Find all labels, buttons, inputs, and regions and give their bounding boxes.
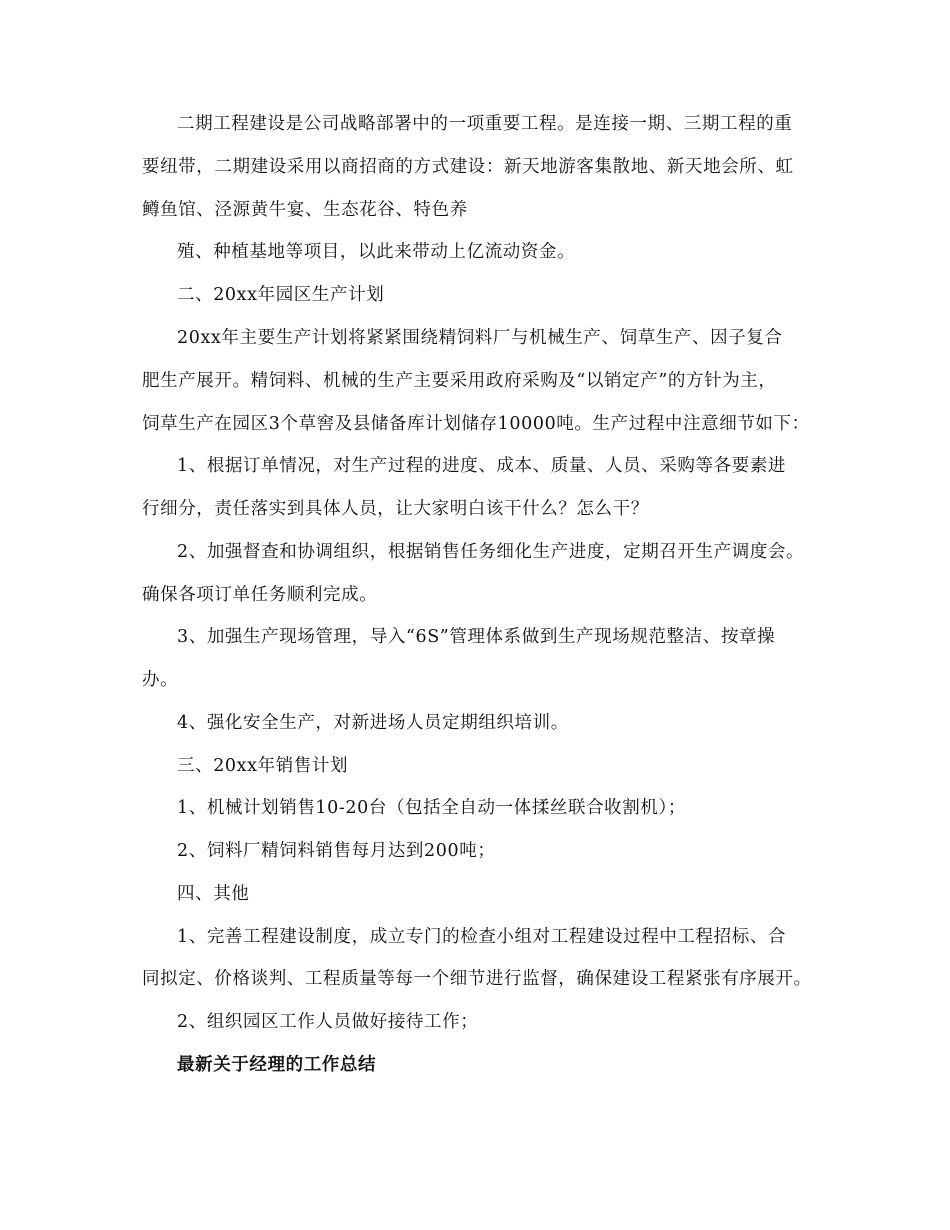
paragraph-line: 鳟鱼馆、泾源黄牛宴、生态花谷、特色养: [142, 200, 468, 220]
list-item-line: 3、加强生产现场管理，导入“6S”管理体系做到生产现场规范整洁、按章操: [177, 627, 776, 647]
paragraph-line: 要纽带，二期建设采用以商招商的方式建设：新天地游客集散地、新天地会所、虹: [142, 157, 794, 177]
list-item-line: 行细分，责任落实到具体人员，让大家明白该干什么？怎么干？: [142, 499, 649, 519]
list-item-line: 1、机械计划销售10-20台（包括全自动一体揉丝联合收割机）；: [177, 798, 686, 818]
list-item-line: 确保各项订单任务顺利完成。: [142, 585, 378, 605]
document-title: 最新关于经理的工作总结: [177, 1055, 377, 1075]
list-item-line: 同拟定、价格谈判、工程质量等每一个细节进行监督，确保建设工程紧张有序展开。: [142, 969, 812, 989]
list-item-line: 1、根据订单情况，对生产过程的进度、成本、质量、人员、采购等各要素进: [177, 456, 787, 476]
list-item-line: 2、组织园区工作人员做好接待工作；: [177, 1012, 479, 1032]
list-item-line: 1、完善工程建设制度，成立专门的检查小组对工程建设过程中工程招标、合: [177, 927, 787, 947]
paragraph-line: 肥生产展开。精饲料、机械的生产主要采用政府采购及“以销定产”的方针为主，: [142, 371, 777, 391]
paragraph-line: 20xx年主要生产计划将紧紧围绕精饲料厂与机械生产、饲草生产、因子复合: [177, 328, 783, 348]
paragraph-line: 饲草生产在园区3个草窖及县储备库计划储存10000吨。生产过程中注意细节如下：: [142, 414, 810, 434]
paragraph-line: 二期工程建设是公司战略部署中的一项重要工程。是连接一期、三期工程的重: [177, 114, 793, 134]
list-item-line: 4、强化安全生产，对新进场人员定期组织培训。: [177, 713, 569, 733]
section-heading: 三、20xx年销售计划: [177, 756, 349, 776]
list-item-line: 2、加强督查和协调组织，根据销售任务细化生产进度，定期召开生产调度会。: [177, 542, 805, 562]
list-item-line: 2、饲料厂精饲料销售每月达到200吨；: [177, 841, 496, 861]
section-heading: 四、其他: [177, 884, 250, 904]
paragraph-line: 殖、种植基地等项目，以此来带动上亿流动资金。: [177, 242, 576, 262]
list-item-line: 办。: [142, 670, 179, 690]
section-heading: 二、20xx年园区生产计划: [177, 285, 385, 305]
